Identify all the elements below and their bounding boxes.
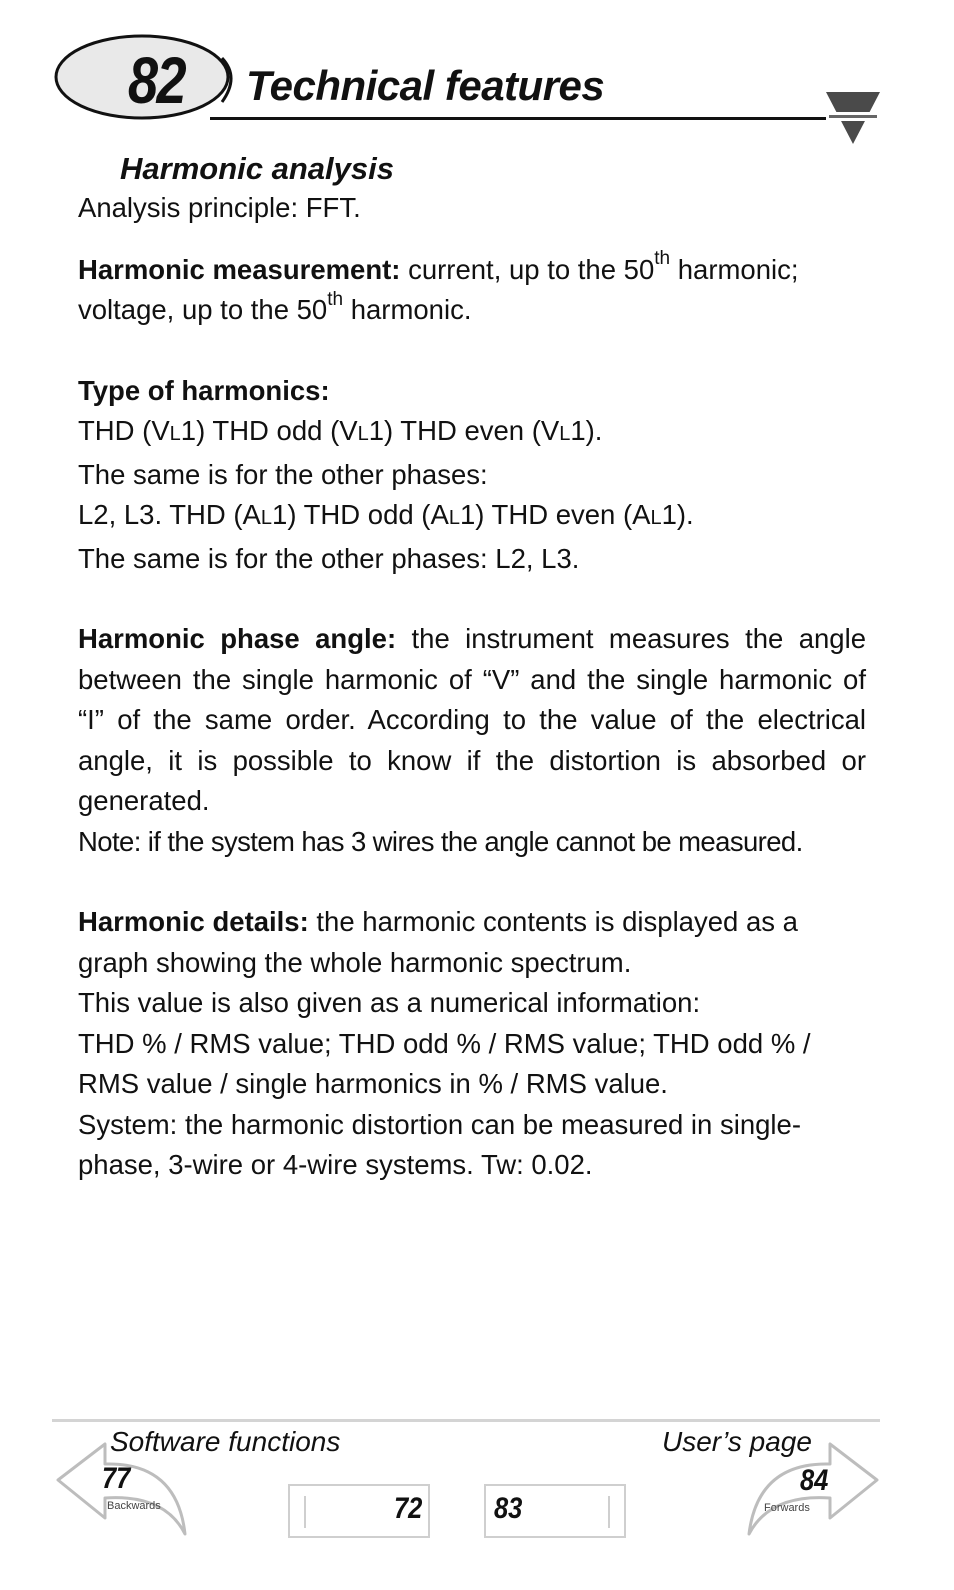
backward-button[interactable] xyxy=(55,1442,190,1538)
page-number: 82 xyxy=(128,43,185,117)
page-box-right[interactable] xyxy=(484,1484,626,1538)
harmonic-details-line-3: THD % / RMS value; THD odd % / RMS value; THD odd % / RMS value / single harmonics in % / RMS value. xyxy=(78,1027,811,1099)
harmonic-phase-angle: Harmonic phase angle: the instrument measures the angle between the single harmonic of “V” and the single harmonic of “I” of the same order. According to the value of the electrical angle, it is possible to know if the distortion is absorbed or generated. xyxy=(78,623,866,816)
harmonic-details-line-4: System: the harmonic distortion can be measured in single-phase, 3-wire or 4-wire systems. Tw: 0.02. xyxy=(78,1108,801,1180)
harmonic-details-label: Harmonic details: xyxy=(78,906,309,937)
section-title: Harmonic analysis xyxy=(120,151,394,186)
page-box-right-number: 83 xyxy=(494,1492,523,1525)
harmonic-measurement: Harmonic measurement: current, up to the 50th harmonic; voltage, up to the 50th harmonic. xyxy=(78,248,799,325)
backward-label: Backwards xyxy=(107,1500,161,1512)
type-of-harmonics-line-1: THD (VL1) THD odd (VL1) THD even (VL1). xyxy=(78,415,603,446)
backward-page-number: 77 xyxy=(102,1462,131,1495)
type-of-harmonics-line-3: L2, L3. THD (AL1) THD odd (AL1) THD even (AL1). xyxy=(78,499,694,530)
footer-divider xyxy=(52,1419,880,1422)
harmonic-phase-angle-label: Harmonic phase angle: xyxy=(78,623,397,654)
page-box-left[interactable] xyxy=(288,1484,430,1538)
type-of-harmonics-label: Type of harmonics: xyxy=(78,374,330,406)
forward-label: Forwards xyxy=(764,1502,810,1514)
forward-page-number: 84 xyxy=(800,1464,829,1497)
harmonic-details: Harmonic details: the harmonic contents is displayed as a graph showing the whole harmonic spectrum. xyxy=(78,906,798,978)
users-page-link[interactable]: User’s page xyxy=(662,1426,812,1457)
software-functions-link[interactable]: Software functions xyxy=(110,1426,341,1457)
type-of-harmonics-line-2: The same is for the other phases: xyxy=(78,458,488,490)
analysis-principle: Analysis principle: FFT. xyxy=(78,192,361,223)
header-divider xyxy=(210,117,835,120)
page-title: Technical features xyxy=(246,62,605,109)
brand-logo xyxy=(824,90,882,146)
forward-button[interactable] xyxy=(744,1440,880,1536)
harmonic-measurement-label: Harmonic measurement: xyxy=(78,253,401,285)
section-content xyxy=(78,188,866,1186)
harmonic-details-line-2: This value is also given as a numerical information: xyxy=(78,987,701,1018)
type-of-harmonics-line-4: The same is for the other phases: L2, L3. xyxy=(78,542,580,574)
phase-angle-note: Note: if the system has 3 wires the angle cannot be measured. xyxy=(78,825,803,857)
page-box-left-number: 72 xyxy=(394,1492,423,1525)
